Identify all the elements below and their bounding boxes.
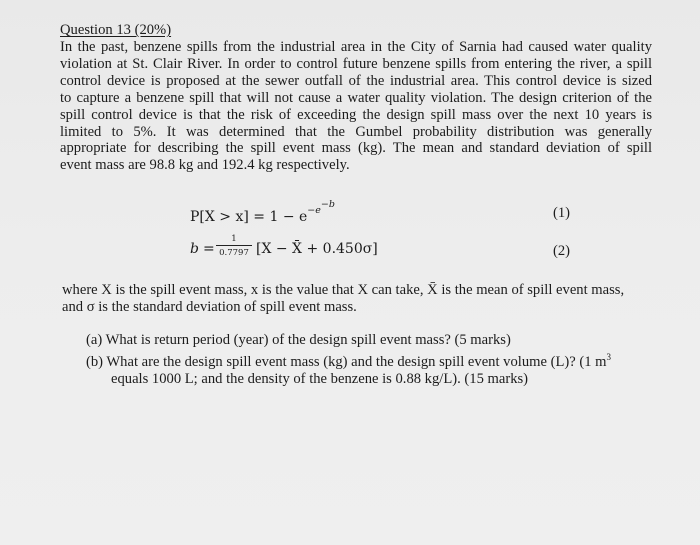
paragraph-line: limited to 5%. It was determined that the Gumbel probability distribution was generally bbox=[60, 123, 652, 140]
fraction-denominator: 0.7797 bbox=[219, 248, 249, 258]
equation-1-exponent bbox=[307, 199, 335, 217]
question-paragraph bbox=[60, 39, 652, 174]
paragraph-line: control device is proposed at the sewer outfall of the industrial area. This control device is sized bbox=[60, 72, 652, 89]
question-parts bbox=[86, 332, 611, 388]
fraction-numerator: 1 bbox=[231, 234, 237, 244]
paragraph-line: In the past, benzene spills from the industrial area in the City of Sarnia had caused water quality bbox=[60, 39, 652, 55]
part-b-line1: (b) What are the design spill event mass (kg) and the design spill event volume (L)? (1 m bbox=[86, 353, 607, 370]
equation-1-body: P[X > x] = 1 − e bbox=[190, 208, 308, 225]
equation-2-equals: = bbox=[203, 241, 215, 257]
definition-line: and σ is the standard deviation of spill event mass. bbox=[62, 298, 357, 315]
equation-2-number: (2) bbox=[553, 243, 571, 259]
paragraph-line: appropriate for describing the spill event mass (kg). The mean and standard deviation of spill bbox=[60, 140, 652, 157]
paragraph-line: to capture a benzene spill that will not cause a water quality violation. The design criterion of the bbox=[60, 89, 652, 106]
definition-line: where X is the spill event mass, x is the value that X can take, X̄ is the mean of spill event mass, bbox=[62, 282, 625, 298]
part-a: (a) What is return period (year) of the design spill event mass? (5 marks) bbox=[86, 332, 511, 348]
equation-2-fraction bbox=[216, 234, 252, 259]
paragraph-line: spill control device is that the risk of exceeding the design spill mass over the next 10 years is bbox=[60, 106, 652, 123]
part-b-superscript: 3 bbox=[606, 351, 612, 362]
variable-definitions bbox=[62, 282, 652, 316]
paragraph-line: event mass are 98.8 kg and 192.4 kg respectively. bbox=[60, 157, 350, 174]
equation-1-exponent-base: −e bbox=[307, 205, 321, 217]
part-b-continuation: equals 1000 L; and the density of the benzene is 0.88 kg/L). (15 marks) bbox=[111, 370, 529, 387]
equation-1-exponent-power: −b bbox=[320, 199, 335, 210]
equation-2-rhs: [X − X̄ + 0.450σ] bbox=[256, 241, 378, 257]
question-title: Question 13 (20%) bbox=[60, 22, 172, 38]
fraction-bar bbox=[216, 245, 252, 246]
part-b bbox=[86, 349, 611, 371]
equation-2-lhs: b bbox=[190, 241, 199, 257]
paragraph-line: violation at St. Clair River. In order to control future benzene spills from entering the river, a spill bbox=[60, 55, 652, 72]
equation-1 bbox=[190, 199, 335, 225]
equation-1-number: (1) bbox=[553, 205, 571, 221]
